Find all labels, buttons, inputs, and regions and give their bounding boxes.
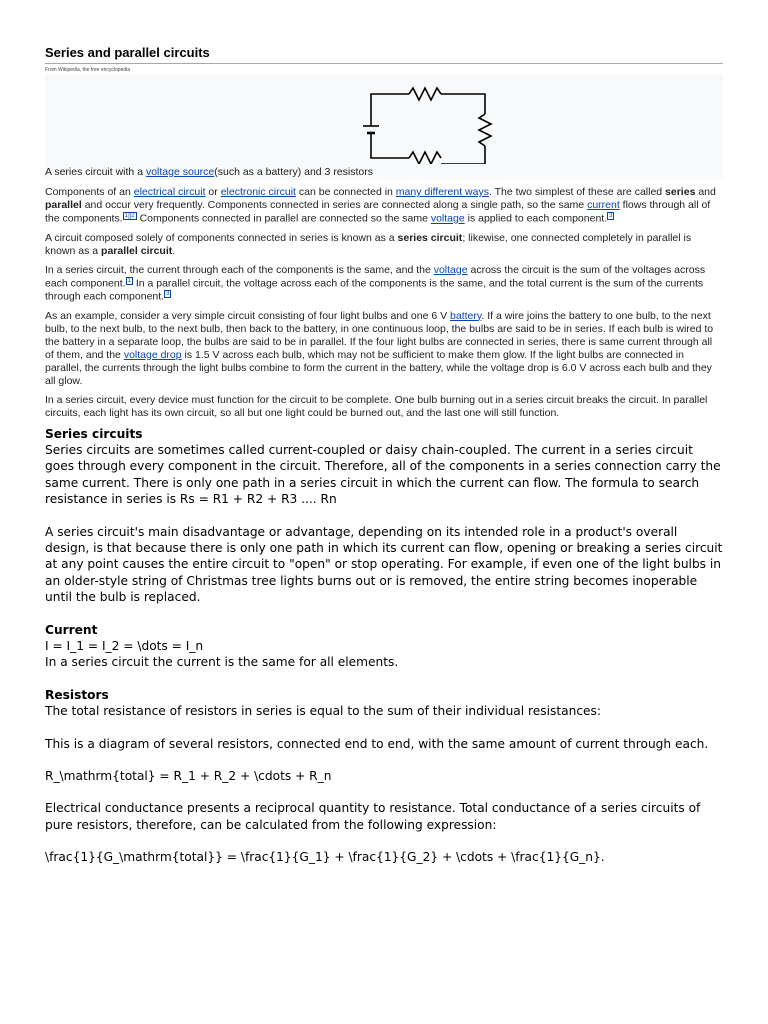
intro-paragraph-4	[45, 310, 723, 388]
text: is applied to each component.	[464, 212, 608, 225]
series-paragraph-1: Series circuits are sometimes called current-coupled or daisy chain-coupled. The current in a series circuit goes through every component in the circuit. Therefore, all of the components in a series connection carry the same current. There is only one path in a series circuit in which the current can flow. The formula to search resistance in series is Rs = R1 + R2 + R3 .... Rn	[45, 442, 721, 507]
tagline: From Wikipedia, the free encyclopedia	[45, 67, 131, 73]
text: and occur very frequently. Components connected in series are connected along a single path, so the same	[81, 199, 588, 211]
citation[interactable]	[123, 213, 137, 219]
current-formula: I = I_1 = I_2 = \dots = I_n	[45, 638, 204, 653]
citation[interactable]	[164, 291, 171, 297]
figure-caption	[45, 166, 373, 179]
bold-term: series	[665, 186, 696, 198]
text: Components connected in parallel are connected so the same	[136, 212, 431, 225]
text: In a parallel circuit, the voltage across each of the components is the same, and the total current is the sum of the currents through each component.	[45, 277, 704, 303]
intro-paragraph-5: In a series circuit, every device must function for the circuit to be complete. One bulb burning out in a series circuit breaks the circuit. In parallel circuits, each light has its own circuit, so all but one light could be burned out, and the last one will still function.	[45, 393, 708, 419]
intro-paragraph-2	[45, 232, 723, 258]
text: . If a wire joins the battery to one bulb, to the next bulb, to the next bulb, to the next bulb, then back to the battery, in one continuous loop, the bulbs are said to be in series. If each bulb is wired to the battery in a separate loop, the bulbs are said to be in parallel. If the four light bulbs are connected in series, there is same current through all of them, and the	[45, 309, 714, 361]
caption-text: A series circuit with a	[45, 166, 146, 178]
series-circuit-diagram	[363, 78, 493, 164]
bold-term: parallel circuit	[101, 244, 173, 257]
text: flows through all of the components.	[45, 199, 711, 225]
text: . The two simplest of these are called	[488, 186, 666, 198]
battery-link[interactable]: battery	[450, 309, 482, 322]
citation-number[interactable]: 3	[166, 291, 170, 297]
text: or	[205, 186, 221, 198]
electronic-circuit-link[interactable]: electronic circuit	[220, 186, 296, 198]
citation-number[interactable]: 1][2	[124, 213, 135, 219]
text: can be connected in	[295, 186, 396, 198]
text: .	[172, 244, 176, 257]
resistors-heading: Resistors	[45, 687, 109, 702]
resistors-paragraph-3: Electrical conductance presents a reciprocal quantity to resistance. Total conductance of a series circuits of pure resistors, therefore, can be calculated from the following expression:	[45, 801, 701, 832]
voltage-link[interactable]: voltage	[433, 263, 468, 276]
intro-paragraph-1	[45, 186, 723, 226]
resistors-paragraph-1: The total resistance of resistors in series is equal to the sum of their individual resistances:	[45, 704, 601, 719]
voltage-link[interactable]: voltage	[430, 212, 465, 225]
current-link[interactable]: current	[587, 199, 620, 211]
citation[interactable]	[126, 278, 133, 284]
intro-paragraph-3	[45, 264, 723, 304]
current-text: In a series circuit the current is the same for all elements.	[45, 655, 399, 670]
text: and	[695, 186, 716, 198]
citation-number[interactable]: 1	[127, 277, 131, 284]
circuit-figure	[45, 74, 723, 180]
text: A circuit composed solely of components connected in series is known as a	[45, 231, 398, 244]
text: is 1.5 V across each bulb, which may not be sufficient to make them glow. If the light bulbs are connected in parallel, the currents through the light bulbs combine to form the current in the battery, while the voltage drop is 6.0 V across each bulb and they all glow.	[45, 348, 712, 387]
resistors-paragraph-2: This is a diagram of several resistors, connected end to end, with the same amount of current through each.	[45, 736, 709, 751]
text: ; likewise, one connected completely in parallel is known as a	[45, 231, 692, 257]
page-title: Series and parallel circuits	[45, 45, 210, 60]
caption-text: (such as a battery) and 3 resistors	[214, 166, 373, 178]
bold-term: series circuit	[397, 231, 463, 244]
current-heading: Current	[45, 622, 98, 637]
voltage-source-link[interactable]: voltage source	[145, 166, 215, 178]
series-paragraph-2: A series circuit's main disadvantage or advantage, depending on its intended role in a product's overall design, is that because there is only one path in which its current can flow, opening or breaking a series circuit at any point causes the entire circuit to "open" or stop operating. For example, if even one of the light bulbs in an older-style string of Christmas tree lights burns out or is removed, the entire string becomes inoperable until the bulb is replaced.	[45, 524, 723, 605]
citation-number[interactable]: 3	[609, 213, 613, 219]
series-circuits-heading: Series circuits	[45, 426, 143, 441]
text: across the circuit is the sum of the voltages across each component.	[45, 263, 706, 289]
total-conductance-formula: \frac{1}{G_\mathrm{total}} = \frac{1}{G_1} + \frac{1}{G_2} + \cdots + \frac{1}{G_n}.	[45, 850, 605, 865]
many-different-ways-link[interactable]: many different ways	[395, 186, 489, 198]
total-resistance-formula: R_\mathrm{total} = R_1 + R_2 + \cdots + R_n	[45, 769, 332, 783]
article	[45, 44, 723, 866]
text: As an example, consider a very simple circuit consisting of four light bulbs and one 6 V	[45, 309, 451, 322]
bold-term: parallel	[45, 199, 82, 211]
voltage-drop-link[interactable]: voltage drop	[123, 348, 182, 361]
citation[interactable]	[607, 213, 614, 219]
text: In a series circuit, the current through each of the components is the same, and the	[45, 263, 434, 276]
title-divider	[45, 63, 723, 64]
text: Components of an	[45, 186, 134, 198]
electrical-circuit-link[interactable]: electrical circuit	[133, 186, 206, 198]
